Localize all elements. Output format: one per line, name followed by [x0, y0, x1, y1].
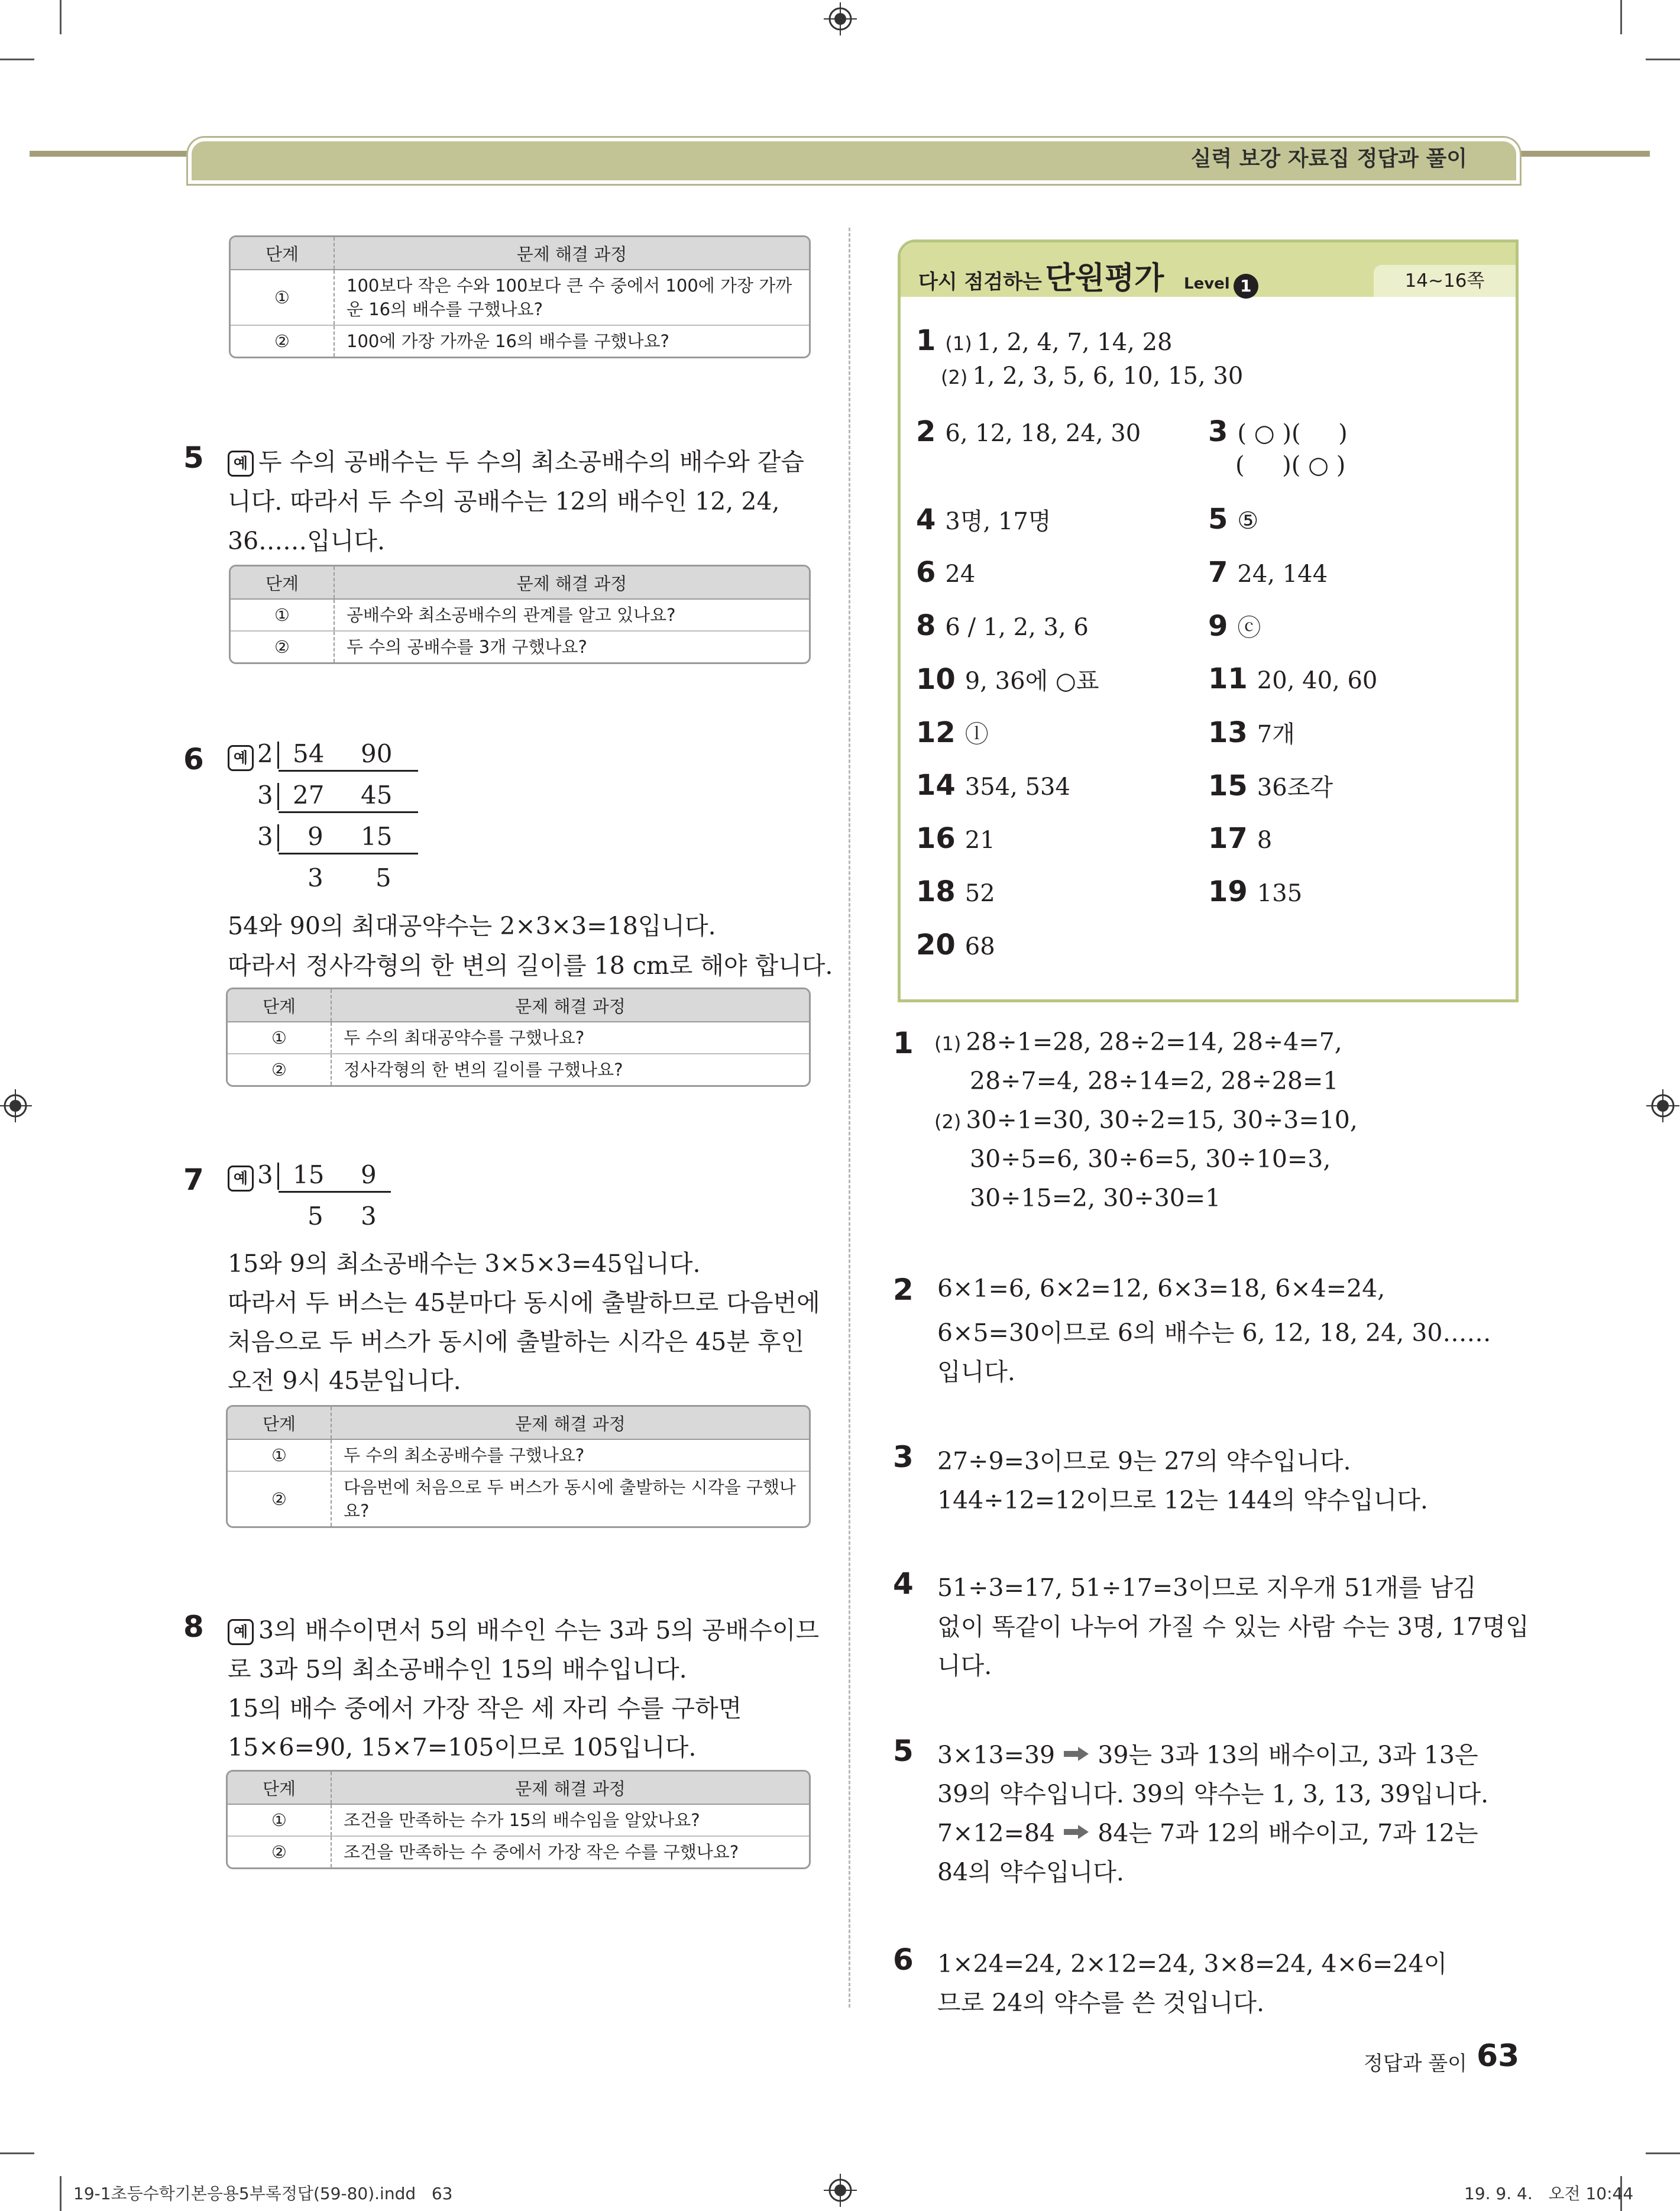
sub-label: (2) [941, 366, 968, 389]
ladder-divisor: 2 [257, 739, 273, 768]
rubric-table [226, 1770, 811, 1869]
answer-3-line2: ( )( ○ ) [1235, 452, 1346, 479]
example-badge: 예 [228, 745, 254, 771]
rubric-step: ② [228, 1836, 331, 1867]
answer-text: 6, 12, 18, 24, 30 [945, 420, 1141, 447]
ladder-value: 54 [293, 739, 325, 768]
solution-3-line: 27÷9=3이므로 9는 27의 약수입니다. [937, 1447, 1351, 1475]
ladder-value: 9 [361, 1160, 377, 1189]
solution-number: 6 [893, 1943, 914, 1977]
solution-6-line: 므로 24의 약수를 쓴 것입니다. [937, 1989, 1264, 2017]
arrow-right-icon [1063, 1824, 1090, 1840]
answer-num: 2 [916, 415, 936, 448]
ladder-underline [279, 811, 418, 813]
solution-6-line: 1×24=24, 2×12=24, 3×8=24, 4×6=24이 [937, 1950, 1448, 1978]
solution-2-line: 6×1=6, 6×2=12, 6×3=18, 6×4=24, [937, 1274, 1386, 1303]
rubric-table [226, 988, 811, 1087]
solution-5-line: 39의 약수입니다. 39의 약수는 1, 3, 13, 39입니다. [937, 1780, 1489, 1808]
answer-text: 24 [945, 561, 976, 588]
ladder-divisor: 3 [257, 1160, 273, 1189]
q8-line: 15의 배수 중에서 가장 작은 세 자리 수를 구하면 [228, 1694, 742, 1723]
crop-mark [1646, 59, 1680, 60]
ladder-value: 3 [361, 1202, 377, 1231]
answer-num: 6 [916, 556, 936, 589]
solution-5-line [937, 1736, 1478, 1770]
registration-mark-icon [824, 2, 857, 35]
rubric-text: 두 수의 공배수를 3개 구했나요? [334, 631, 809, 662]
rubric-process-header: 문제 해결 과정 [334, 566, 809, 599]
answer-4 [916, 503, 1051, 536]
rubric-step: ② [228, 1471, 331, 1526]
arrow-right-icon [1063, 1746, 1090, 1762]
answer-num: 15 [1208, 769, 1248, 802]
rubric-text: 공배수와 최소공배수의 관계를 알고 있나요? [347, 605, 676, 625]
crop-mark [1620, 0, 1622, 34]
answer-5 [1208, 503, 1258, 536]
rubric-text: 두 수의 최소공배수를 구했나요? [344, 1445, 585, 1465]
question-number: 7 [183, 1163, 204, 1197]
q7-line: 15와 9의 최소공배수는 3×5×3=45입니다. [228, 1249, 701, 1278]
answer-6 [916, 556, 975, 589]
solution-1-line [934, 1028, 1342, 1056]
example-badge: 예 [228, 451, 254, 477]
solution-text: 39는 3과 13의 배수이고, 3과 13은 [1098, 1741, 1478, 1769]
rubric-step: ① [228, 1439, 331, 1471]
registration-mark-icon [824, 2174, 857, 2207]
answer-num: 1 [916, 324, 936, 357]
ladder-underline [279, 853, 418, 854]
answer-text: 52 [964, 880, 995, 907]
answer-num: 10 [916, 663, 956, 696]
q6-example [228, 742, 258, 771]
answer-text: 8 [1257, 827, 1273, 854]
sub-label: (1) [934, 1032, 962, 1055]
ladder-value: 90 [361, 739, 393, 768]
answer-10 [916, 662, 1099, 696]
answer-text: 1, 2, 3, 5, 6, 10, 15, 30 [972, 362, 1244, 390]
q5-line: 니다. 따라서 두 수의 공배수는 12의 배수인 12, 24, [228, 487, 780, 516]
footer-date: 19. 9. 4. 오전 10:44 [1464, 2184, 1634, 2203]
q7-line: 오전 9시 45분입니다. [228, 1367, 461, 1395]
rubric-step-header: 단계 [228, 1407, 331, 1439]
question-number: 5 [183, 441, 204, 475]
example-badge: 예 [228, 1166, 254, 1192]
solution-text: 30÷1=30, 30÷2=15, 30÷3=10, [966, 1106, 1358, 1134]
crop-mark [60, 0, 61, 34]
answer-num: 12 [916, 716, 956, 749]
page-range: 14~16쪽 [1374, 265, 1516, 297]
answer-num: 19 [1208, 875, 1248, 908]
rubric-table [229, 235, 811, 358]
page-label: 정답과 풀이 [1364, 2052, 1468, 2076]
rubric-step-header: 단계 [228, 989, 331, 1022]
ladder-value: 15 [293, 1160, 325, 1189]
rubric-step: ① [231, 270, 334, 325]
sub-label: (1) [945, 332, 972, 355]
rubric-text: 정사각형의 한 변의 길이를 구했나요? [331, 1054, 809, 1085]
ladder-value: 3 [307, 863, 323, 892]
q8-line: 15×6=90, 15×7=105이므로 105입니다. [228, 1733, 697, 1762]
rubric-table [229, 565, 811, 664]
rubric-step: ② [231, 631, 334, 662]
answer-text: ⓛ [964, 721, 989, 748]
q5-line: 36……입니다. [228, 527, 386, 555]
solution-1-line: 30÷5=6, 30÷6=5, 30÷10=3, [970, 1145, 1331, 1173]
solution-1-line: 28÷7=4, 28÷14=2, 28÷28=1 [970, 1067, 1339, 1095]
q6-line: 따라서 정사각형의 한 변의 길이를 18 cm로 해야 합니다. [228, 951, 833, 980]
rubric-process-header: 문제 해결 과정 [331, 1407, 809, 1439]
question-number: 8 [183, 1610, 204, 1644]
answer-num: 3 [1208, 415, 1228, 448]
answer-7 [1208, 556, 1328, 589]
solution-number: 4 [893, 1566, 914, 1601]
registration-mark-icon [0, 1089, 32, 1122]
answer-num: 20 [916, 928, 956, 962]
page-number: 63 [1477, 2038, 1520, 2074]
crop-mark [1646, 2152, 1680, 2154]
solution-text: 3×13=39 [937, 1741, 1056, 1769]
answer-num: 4 [916, 503, 936, 536]
answer-num: 16 [916, 822, 956, 855]
answer-16 [916, 822, 995, 855]
solution-5-line [937, 1814, 1478, 1849]
answer-text: 24, 144 [1237, 561, 1328, 588]
answer-20 [916, 928, 995, 962]
q8-line-text: 3의 배수이면서 5의 배수인 수는 3과 5의 공배수이므 [258, 1616, 820, 1645]
q5-line-text: 두 수의 공배수는 두 수의 최소공배수의 배수와 같습 [258, 448, 804, 476]
solution-4-line: 51÷3=17, 51÷17=3이므로 지우개 51개를 남김 [937, 1574, 1477, 1602]
answer-15 [1208, 769, 1333, 802]
ladder-divisor: 3 [257, 822, 273, 851]
q8-line [228, 1611, 819, 1646]
answer-2 [916, 415, 1141, 448]
answer-text: 1, 2, 4, 7, 14, 28 [976, 329, 1173, 356]
answer-1-2 [941, 362, 1243, 390]
title-big: 단원평가 [1045, 261, 1164, 296]
rubric-text: 100에 가장 가까운 16의 배수를 구했나요? [334, 325, 809, 357]
solution-2-line: 입니다. [937, 1358, 1015, 1386]
q7-example [228, 1163, 258, 1192]
solution-number: 1 [893, 1026, 914, 1060]
crop-mark [0, 2152, 34, 2154]
rubric-step: ② [228, 1054, 331, 1085]
ladder-bracket [277, 1163, 279, 1190]
registration-mark-icon [1646, 1089, 1679, 1122]
ladder-value: 45 [361, 781, 393, 810]
rubric-process-header: 문제 해결 과정 [331, 989, 809, 1022]
footer-filename: 19-1초등수학기본응용5부록정답(59-80).indd 63 [73, 2184, 453, 2203]
solution-number: 5 [893, 1734, 914, 1768]
rubric-process-header: 문제 해결 과정 [334, 237, 809, 270]
question-number: 6 [183, 742, 204, 776]
level-number: 1 [1234, 274, 1258, 299]
answer-text: 7개 [1257, 721, 1295, 748]
answer-text: ⑤ [1237, 507, 1259, 535]
title-small: 다시 점검하는 [918, 270, 1042, 294]
solution-number: 3 [893, 1440, 914, 1474]
solution-1-line: 30÷15=2, 30÷30=1 [970, 1184, 1221, 1212]
ladder-value: 5 [376, 863, 391, 892]
rubric-step-header: 단계 [231, 566, 334, 599]
ladder-bracket [277, 742, 279, 769]
rubric-text: 조건을 만족하는 수 중에서 가장 작은 수를 구했나요? [331, 1836, 809, 1867]
answer-num: 5 [1208, 503, 1228, 536]
answer-num: 11 [1208, 662, 1248, 695]
answer-text: 68 [964, 933, 995, 960]
ladder-underline [279, 1191, 391, 1193]
answer-text: ⓒ [1237, 614, 1261, 642]
q7-line: 따라서 두 버스는 45분마다 동시에 출발하므로 다음번에 [228, 1289, 820, 1317]
sub-label: (2) [934, 1111, 962, 1133]
answer-19 [1208, 875, 1302, 908]
answer-num: 14 [916, 769, 956, 802]
answer-num: 18 [916, 875, 956, 908]
column-divider [849, 228, 850, 2008]
solution-text: 84는 7과 12의 배수이고, 7과 12는 [1098, 1819, 1478, 1847]
answer-9 [1208, 609, 1261, 643]
solution-number: 2 [893, 1273, 914, 1307]
ladder-bracket [277, 824, 279, 852]
q6-line: 54와 90의 최대공약수는 2×3×3=18입니다. [228, 912, 716, 940]
rubric-step: ① [231, 599, 334, 631]
ladder-value: 5 [307, 1202, 323, 1231]
ladder-value: 27 [293, 781, 325, 810]
answer-num: 9 [1208, 610, 1228, 643]
crop-mark [60, 2176, 61, 2211]
ladder-value: 15 [361, 822, 393, 851]
rubric-text: 다음번에 처음으로 두 버스가 동시에 출발하는 시각을 구했나요? [331, 1471, 809, 1526]
answer-text: 3명, 17명 [945, 508, 1051, 535]
level-label: Level [1184, 275, 1230, 293]
rubric-text: 100보다 작은 수와 100보다 큰 수 중에서 100에 가장 가까운 16의 배수를 구했나요? [347, 276, 792, 319]
answer-text: ( ○ )( ) [1237, 420, 1348, 447]
answer-num: 13 [1208, 716, 1248, 749]
crop-mark [0, 59, 34, 60]
solution-1-line [934, 1106, 1358, 1134]
q8-line: 로 3과 5의 최소공배수인 15의 배수입니다. [228, 1655, 687, 1684]
answer-13 [1208, 716, 1295, 749]
rubric-step-header: 단계 [231, 237, 334, 270]
answer-box-title [918, 253, 1258, 299]
rubric-step: ① [228, 1022, 331, 1054]
answer-num: 8 [916, 609, 936, 642]
rubric-text: 두 수의 최대공약수를 구했나요? [344, 1028, 585, 1048]
answer-18 [916, 875, 995, 908]
answer-text: 9, 36에 ○표 [964, 668, 1099, 695]
solution-4-line: 니다. [937, 1652, 992, 1680]
solution-2-line: 6×5=30이므로 6의 배수는 6, 12, 18, 24, 30…… [937, 1319, 1491, 1347]
rubric-step: ② [231, 325, 334, 357]
answer-17 [1208, 822, 1272, 855]
ladder-value: 9 [307, 822, 323, 851]
ladder-bracket [277, 783, 279, 810]
rubric-process-header: 문제 해결 과정 [331, 1772, 809, 1804]
solution-text: 7×12=84 [937, 1819, 1056, 1847]
answer-num: 7 [1208, 556, 1228, 589]
q5-line [228, 442, 804, 477]
solution-4-line: 없이 똑같이 나누어 가질 수 있는 사람 수는 3명, 17명입 [937, 1613, 1529, 1641]
ladder-underline [279, 770, 418, 772]
answer-text: 6 / 1, 2, 3, 6 [945, 614, 1089, 641]
rubric-table [226, 1405, 811, 1528]
answer-1 [916, 324, 1172, 357]
rubric-text: 조건을 만족하는 수가 15의 배수임을 알았나요? [344, 1810, 700, 1830]
answer-text: 135 [1257, 880, 1303, 907]
ladder-divisor: 3 [257, 781, 273, 810]
answer-8 [916, 609, 1089, 642]
answer-14 [916, 769, 1070, 802]
solution-5-line: 84의 약수입니다. [937, 1858, 1124, 1886]
example-badge: 예 [228, 1619, 254, 1645]
q7-line: 처음으로 두 버스가 동시에 출발하는 시각은 45분 후인 [228, 1328, 805, 1356]
answer-num: 17 [1208, 822, 1248, 855]
unit-test-answer-box [898, 239, 1519, 1002]
answer-text: 36조각 [1257, 774, 1333, 801]
answer-text: 354, 534 [964, 773, 1070, 801]
solution-3-line: 144÷12=12이므로 12는 144의 약수입니다. [937, 1486, 1428, 1514]
rubric-step: ① [228, 1804, 331, 1836]
solution-text: 28÷1=28, 28÷2=14, 28÷4=7, [966, 1028, 1342, 1056]
answer-11 [1208, 662, 1377, 695]
answer-12 [916, 716, 989, 749]
rubric-step-header: 단계 [228, 1772, 331, 1804]
answer-text: 21 [964, 827, 995, 854]
answer-text: 20, 40, 60 [1257, 667, 1378, 694]
header-title: 실력 보강 자료집 정답과 풀이 [1190, 147, 1467, 171]
answer-3 [1208, 415, 1348, 448]
